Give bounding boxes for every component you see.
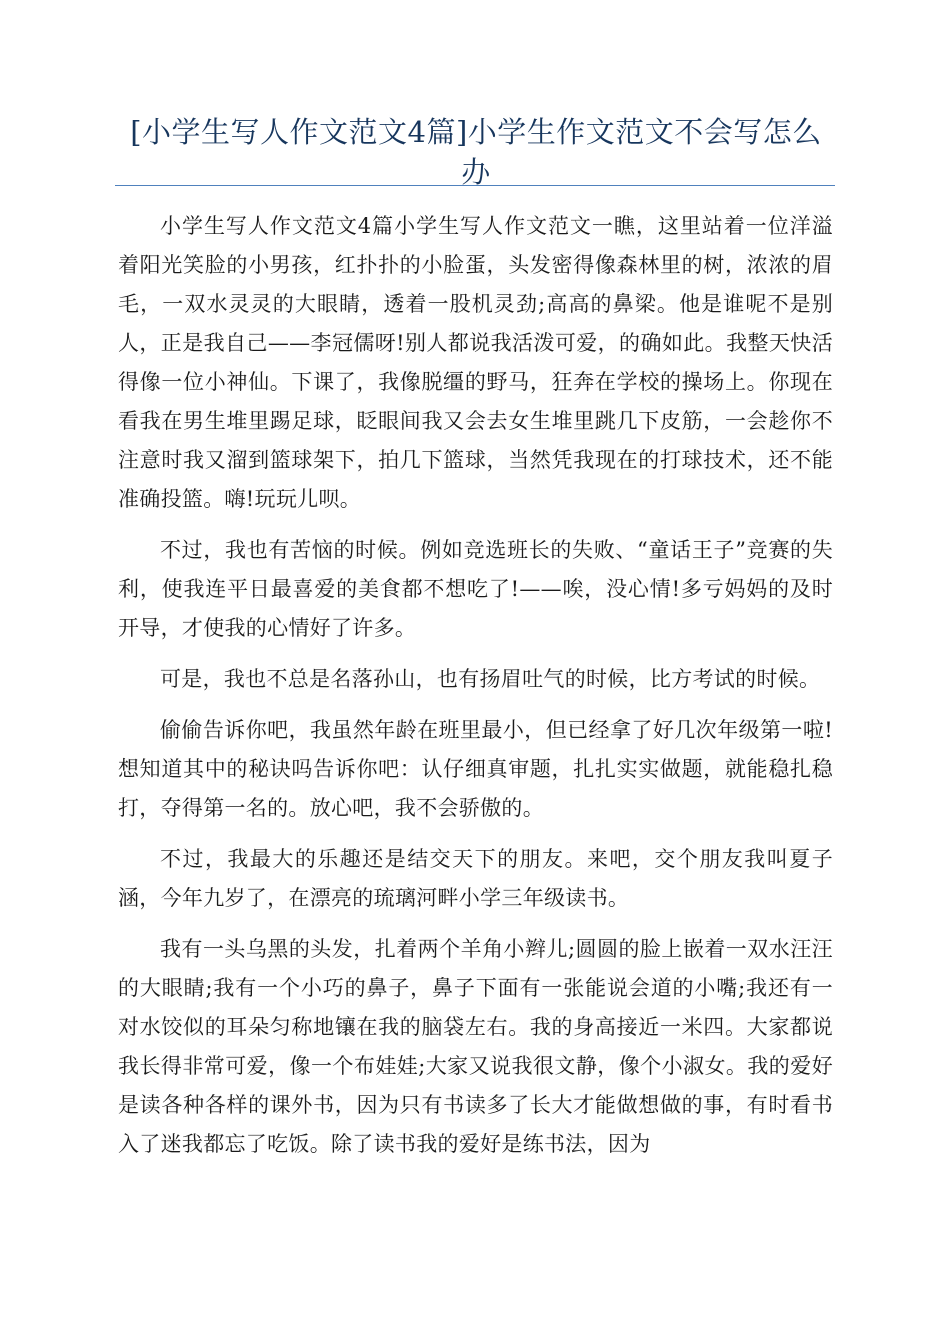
paragraph-5: 不过，我最大的乐趣还是结交天下的朋友。来吧，交个朋友我叫夏子涵，今年九岁了，在漂亮的琉璃河畔小学三年级读书。 (118, 847, 833, 910)
paragraph-3: 可是，我也不总是名落孙山，也有扬眉吐气的时候，比方考试的时候。 (160, 667, 821, 691)
paragraph-6: 我有一头乌黑的头发，扎着两个羊角小辫儿;圆圆的脸上嵌着一双水汪汪的大眼睛;我有一个小巧的鼻子，鼻子下面有一张能说会道的小嘴;我还有一对水饺似的耳朵匀称地镶在我的脑袋左右。我的身高接近一米四。大家都说我长得非常可爱，像一个布娃娃;大家又说我很文静，像个小淑女。我的爱好是读各种各样的课外书，因为只有书读多了长大才能做想做的事，有时看书入了迷我都忘了吃饭。除了读书我的爱好是练书法，因为 (118, 937, 833, 1156)
paragraph-4: 偷偷告诉你吧，我虽然年龄在班里最小，但已经拿了好几次年级第一啦!想知道其中的秘诀吗告诉你吧：认仔细真审题，扎扎实实做题，就能稳扎稳打，夺得第一名的。放心吧，我不会骄傲的。 (118, 718, 833, 820)
document-body (118, 207, 833, 1176)
paragraph-1: 小学生写人作文范文4篇小学生写人作文范文一瞧，这里站着一位洋溢着阳光笑脸的小男孩，红扑扑的小脸蛋，头发密得像森林里的树，浓浓的眉毛，一双水灵灵的大眼睛，透着一股机灵劲;高高的鼻梁。他是谁呢不是别人，正是我自己——李冠儒呀!别人都说我活泼可爱，的确如此。我整天快活得像一位小神仙。下课了，我像脱缰的野马，狂奔在学校的操场上。你现在看我在男生堆里踢足球，眨眼间我又会去女生堆里跳几下皮筋，一会趁你不注意时我又溜到篮球架下，拍几下篮球，当然凭我现在的打球技术，还不能准确投篮。嗨!玩玩儿呗。 (118, 214, 833, 511)
paragraph-2: 不过，我也有苦恼的时候。例如竞选班长的失败、“童话王子”竞赛的失利，使我连平日最喜爱的美食都不想吃了!——唉，没心情!多亏妈妈的及时开导，才使我的心情好了许多。 (118, 538, 833, 640)
document-title: [小学生写人作文范文4篇]小学生作文范文不会写怎么办 (130, 115, 822, 189)
title-underline (115, 185, 835, 186)
